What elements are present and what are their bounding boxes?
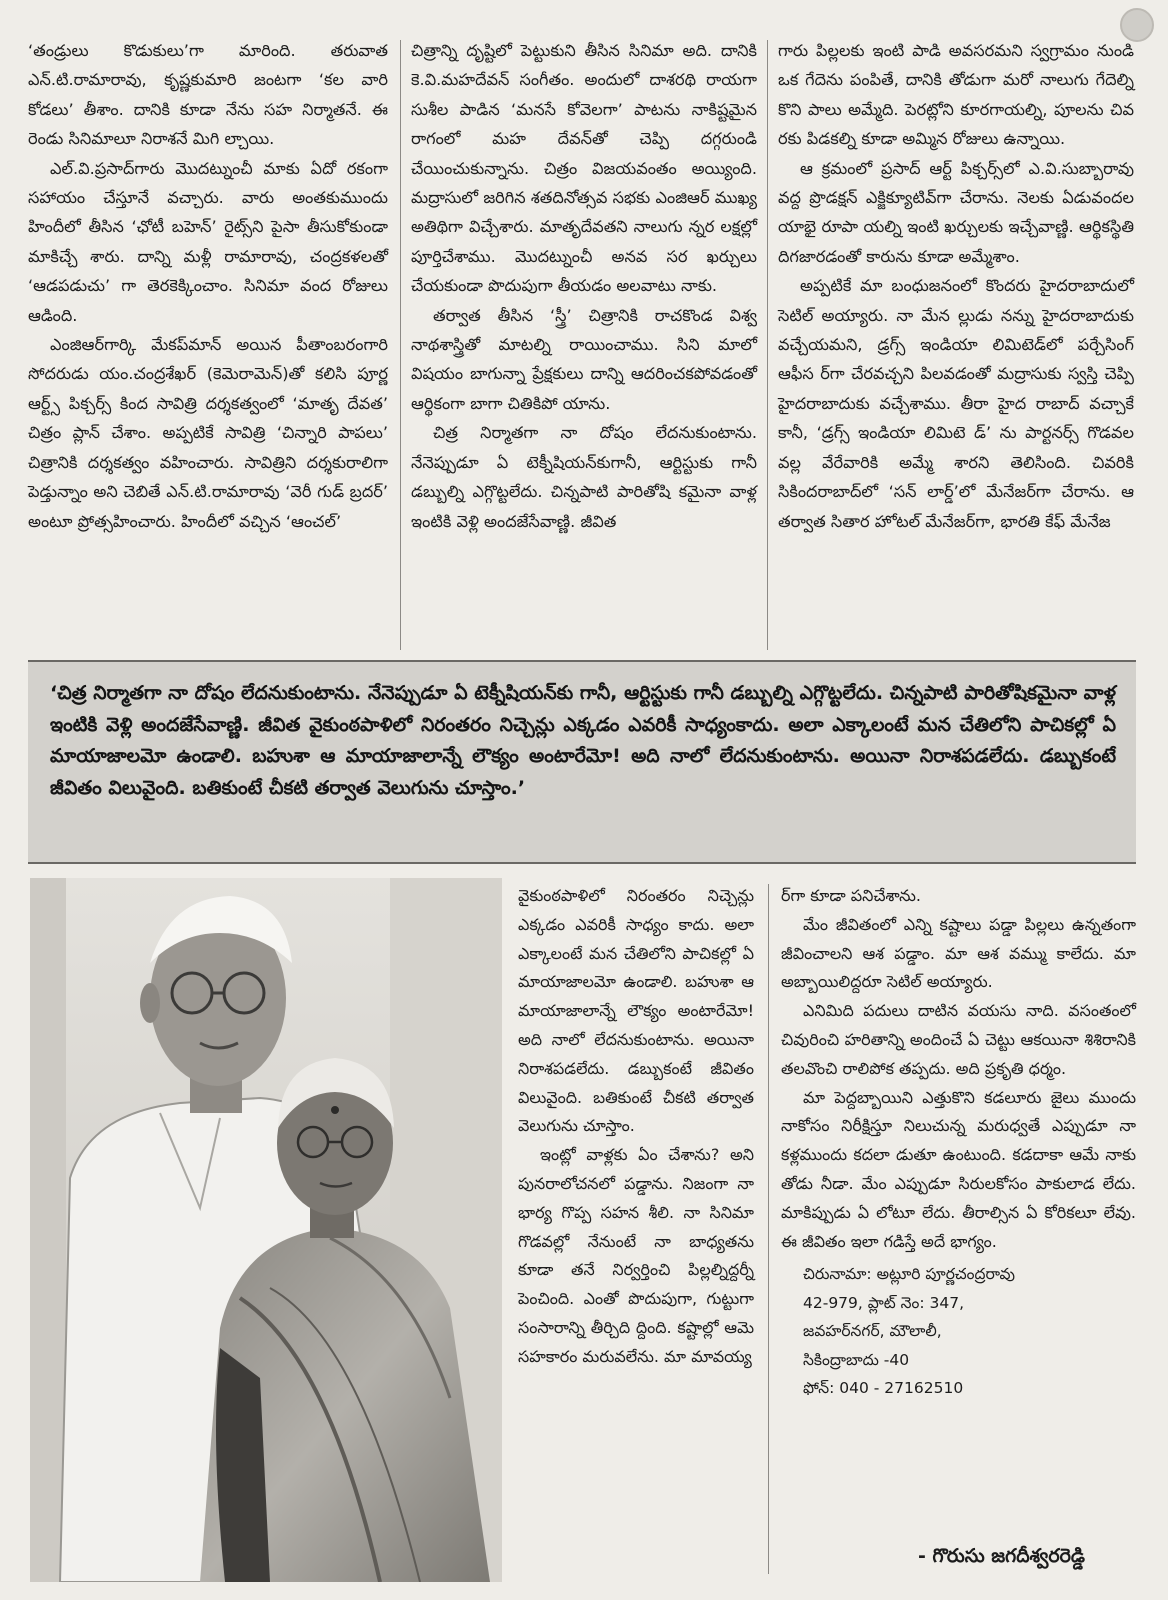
article-column-3 xyxy=(778,36,1134,536)
paragraph: ఎల్.వి.ప్రసాద్‌గారు మొదట్నుంచీ మాకు ఏదో రకంగా సహాయం చేస్తూనే వచ్చారు. వారు అంతకుముందు హిందీలో తీసిన ‘ఛోటీ బహెన్’ రైట్స్‌ని పైసా తీసుకోకుండా మాకిచ్చే శారు. దాన్ని మళ్లీ రామారావు, చంద్రకళలతో ‘ఆడపడుచు’ గా తెరకెక్కించాం. సినిమా వంద రోజులు ఆడింది. xyxy=(28,158,388,325)
paragraph: గారు పిల్లలకు ఇంటి పాడి అవసరమని స్వగ్రామం నుండి ఒక గేదెను పంపితే, దానికి తోడుగా మరో నాలుగు గేదెల్ని కొని పాలు అమ్మేది. పెరట్లోని కూరగాయల్ని, పూలను చివ రకు పిడకల్ని కూడా అమ్మిన రోజులు ఉన్నాయి. xyxy=(778,41,1134,149)
column-divider xyxy=(767,40,768,650)
article-column-4 xyxy=(518,882,754,1372)
article-column-1 xyxy=(28,36,388,536)
address-line: 42-979, ప్లాట్ నెం: 347, xyxy=(803,1293,965,1312)
paragraph: ర్‌గా కూడా పనిచేశాను. xyxy=(781,886,921,905)
paragraph: ఎంజిఆర్‌గార్కి మేకప్‌మాన్ అయిన పీతాంబరంగారి సోదరుడు యం.చంద్రశేఖర్ (కెమెరామెన్)తో కలిసి పూర్ణ ఆర్ట్స్ పిక్చర్స్ కింద సావిత్రి దర్శకత్వంలో ‘మాతృ దేవత’ చిత్రం ప్లాన్ చేశాం. అప్పటికే సావిత్రి ‘చిన్నారి పాపలు’ చిత్రానికి దర్శకత్వం వహించారు. సావిత్రిని దర్శకురాలిగా పెడ్తున్నాం అని చెబితే ఎన్.టి.రామారావు ‘వెరీ గుడ్ బ్రదర్’ అంటూ ప్రోత్సహించారు. హిందీలో వచ్చిన ‘ఆంచల్’ xyxy=(28,335,388,531)
couple-photo-illustration xyxy=(30,878,502,1582)
paragraph: ఎనిమిది పదులు దాటిన వయసు నాది. వసంతంలో చివురించి హరితాన్ని అందించే ఏ చెట్టు ఆకయినా శిశిరానికి తలవొంచి రాలిపోక తప్పదు. అది ప్రకృతి ధర్మం. xyxy=(781,1001,1136,1078)
paragraph: చిత్రాన్ని దృష్టిలో పెట్టుకుని తీసిన సినిమా అది. దానికి కె.వి.మహదేవన్ సంగీతం. అందులో దాశరథి రాయగా సుశీల పాడిన ‘మనసే కోవెలగా’ పాటను నాకిష్టమైన రాగంలో మహ దేవన్‌తో చెప్పి దగ్గరుండి చేయించుకున్నాను. చిత్రం విజయవంతం అయ్యింది. మద్రాసులో జరిగిన శతదినోత్సవ సభకు ఎంజిఆర్ ముఖ్య అతిథిగా విచ్చేశారు. మాతృదేవతని నాలుగు న్నర లక్షల్లో పూర్తిచేశాము. మొదట్నుంచీ అనవ సర ఖర్చులు చేయకుండా పొదుపుగా తీయడం అలవాటు నాకు. xyxy=(411,41,757,296)
article-column-5 xyxy=(781,882,1136,1402)
couple-photograph xyxy=(30,878,502,1582)
column-divider xyxy=(400,40,401,650)
address-line: సికింద్రాబాదు -40 xyxy=(803,1350,910,1369)
address-line: చిరునామా: అట్లూరి పూర్ణచంద్రరావు xyxy=(803,1265,1015,1284)
phone-line: ఫోన్: 040 - 27162510 xyxy=(803,1378,964,1397)
paragraph: అప్పటికే మా బంధుజనంలో కొందరు హైదరాబాదులో సెటిల్ అయ్యారు. నా మేన ల్లుడు నన్ను హైదరాబాదుకు వచ్చేయమని, డ్రగ్స్ ఇండియా లిమిటెడ్‌లో పర్చేసింగ్ ఆఫీస ర్‌గా చేరవచ్చని పిలవడంతో మద్రాసుకు స్వస్తి చెప్పి హైదరాబాదుకు వచ్చేశాము. తీరా హైద రాబాద్ వచ్చాకే కానీ, ‘డ్రగ్స్ ఇండియా లిమిటె డ్’ ను పార్టనర్స్ గొడవల వల్ల వేరేవారికి అమ్మే శారని తెలిసింది. చివరికి సికిందరాబాద్‌లో ‘సన్ లార్డ్’లో మేనేజర్‌గా చేరాను. ఆ తర్వాత సితార హోటల్ మేనేజర్‌గా, భారతి కేఫ్ మేనేజ xyxy=(778,276,1134,531)
pull-quote-text: ‘చిత్ర నిర్మాతగా నా దోషం లేదనుకుంటాను. నేనెప్పుడూ ఏ టెక్నీషియన్‌కు గానీ, ఆర్టిస్టుకు గానీ డబ్బుల్ని ఎగ్గొట్టలేదు. చిన్నపాటి పారితోషికమైనా వాళ్ల ఇంటికి వెళ్లి అందజేసేవాణ్ణి. జీవిత వైకుంఠపాళిలో నిరంతరం నిచ్చెన్లు ఎక్కడం ఎవరికీ సాధ్యంకాదు. అలా ఎక్కాలంటే మన చేతిలోని పాచికల్లో ఏ మాయాజాలమో ఉండాలి. బహుశా ఆ మాయాజాలాన్నే లౌక్యం అంటారేమో! అది నాలో లేదనుకుంటాను. అయినా నిరాశపడలేదు. డబ్బుకంటే జీవితం విలువైంది. బతికుంటే చీకటి తర్వాత వెలుగును చూస్తాం.’ xyxy=(50,682,1116,799)
author-address xyxy=(781,1260,1136,1402)
paragraph: చిత్ర నిర్మాతగా నా దోషం లేదనుకుంటాను. నేనెప్పుడూ ఏ టెక్నీషియన్‌కుగానీ, ఆర్టిస్టుకు గానీ డబ్బుల్ని ఎగ్గొట్టలేదు. చిన్నపాటి పారితోషి కమైనా వాళ్ల ఇంటికి వెళ్లి అందజేసేవాణ్ణి. జీవిత xyxy=(411,423,757,531)
column-divider xyxy=(768,884,769,1574)
paragraph: మేం జీవితంలో ఎన్ని కష్టాలు పడ్డా పిల్లలు ఉన్నతంగా జీవించాలని ఆశ పడ్డాం. మా ఆశ వమ్ము కాలేదు. మా అబ్బాయిలిద్దరూ సెటిల్ అయ్యారు. xyxy=(781,914,1136,992)
pull-quote-box xyxy=(28,660,1136,864)
paragraph: ఇంట్లో వాళ్లకు ఏం చేశాను? అని పునరాలోచనలో పడ్డాను. నిజంగా నా భార్య గొప్ప సహన శీలి. నా సినిమా గొడవల్లో నేనుంటే నా బాధ్యతను కూడా తనే నిర్వర్తించి పిల్లల్నిద్దర్నీ పెంచింది. ఎంతో పొదుపుగా, గుట్టుగా సంసారాన్ని తీర్చిది ద్దింది. కష్టాల్లో ఆమె సహకారం మరువలేను. మా మావయ్య xyxy=(518,1145,754,1366)
paragraph: ‘తండ్రులు కొడుకులు’గా మారింది. తరువాత ఎన్.టి.రామారావు, కృష్ణకుమారి జంటగా ‘కల వారి కోడలు’ తీశాం. దానికి కూడా నేను సహ నిర్మాతనే. ఈ రెండు సినిమాలూ నిరాశనే మిగి ల్చాయి. xyxy=(28,41,388,149)
paragraph: మా పెద్దబ్బాయిని ఎత్తుకొని కడలూరు జైలు ముందు నాకోసం నిరీక్షిస్తూ నిలుచున్న మరుధ్వతే ఎప్పుడూ నా కళ్లముందు కదలా డుతూ ఉంటుంది. కడదాకా ఆమే నాకు తోడు నీడా. మేం ఎప్పుడూ సిరులకోసం పాకులాడ లేదు. మాకిప్పుడు ఏ లోటూ లేదు. తీరాల్సిన ఏ కోరికలూ లేవు. ఈ జీవితం ఇలా గడిస్తే అదే భాగ్యం. xyxy=(781,1087,1136,1251)
address-line: జవహర్‌నగర్, మౌలాలీ, xyxy=(803,1322,942,1341)
article-column-2 xyxy=(411,36,757,536)
paragraph: తర్వాత తీసిన ‘స్త్రీ’ చిత్రానికి రాచకొండ విశ్వ నాథశాస్త్రితో మాటల్ని రాయించాము. సిని మాలో విషయం బాగున్నా ప్రేక్షకులు దాన్ని ఆదరించకపోవడంతో ఆర్థికంగా బాగా చితికిపో యాను. xyxy=(411,305,757,413)
author-byline: - గొరుసు జగదీశ్వరరెడ్డి xyxy=(918,1545,1085,1567)
paragraph: వైకుంఠపాళిలో నిరంతరం నిచ్చెన్లు ఎక్కడం ఎవరికీ సాధ్యం కాదు. అలా ఎక్కాలంటే మన చేతిలోని పాచికల్లో ఏ మాయాజాలమో ఉండాలి. బహుశా ఆ మాయాజాలాన్నే లౌక్యం అంటారేమో! అది నాలో లేదనుకుంటాను. అయినా నిరాశపడలేదు. డబ్బుకంటే జీవితం విలువైంది. బతికుంటే చీకటి తర్వాత వెలుగును చూస్తాం. xyxy=(518,886,754,1136)
paragraph: ఆ క్రమంలో ప్రసాద్ ఆర్ట్ పిక్చర్స్‌లో ఎ.వి.సుబ్బారావు వద్ద ప్రొడక్షన్ ఎక్జిక్యూటివ్‌గా చేరాను. నెలకు ఏడువందల యాభై రూపా యల్ని ఇంటి ఖర్చులకు ఇచ్చేవాణ్ణి. ఆర్థికస్థితి దిగజారడంతో కారును కూడా అమ్మేశాం. xyxy=(778,158,1134,266)
